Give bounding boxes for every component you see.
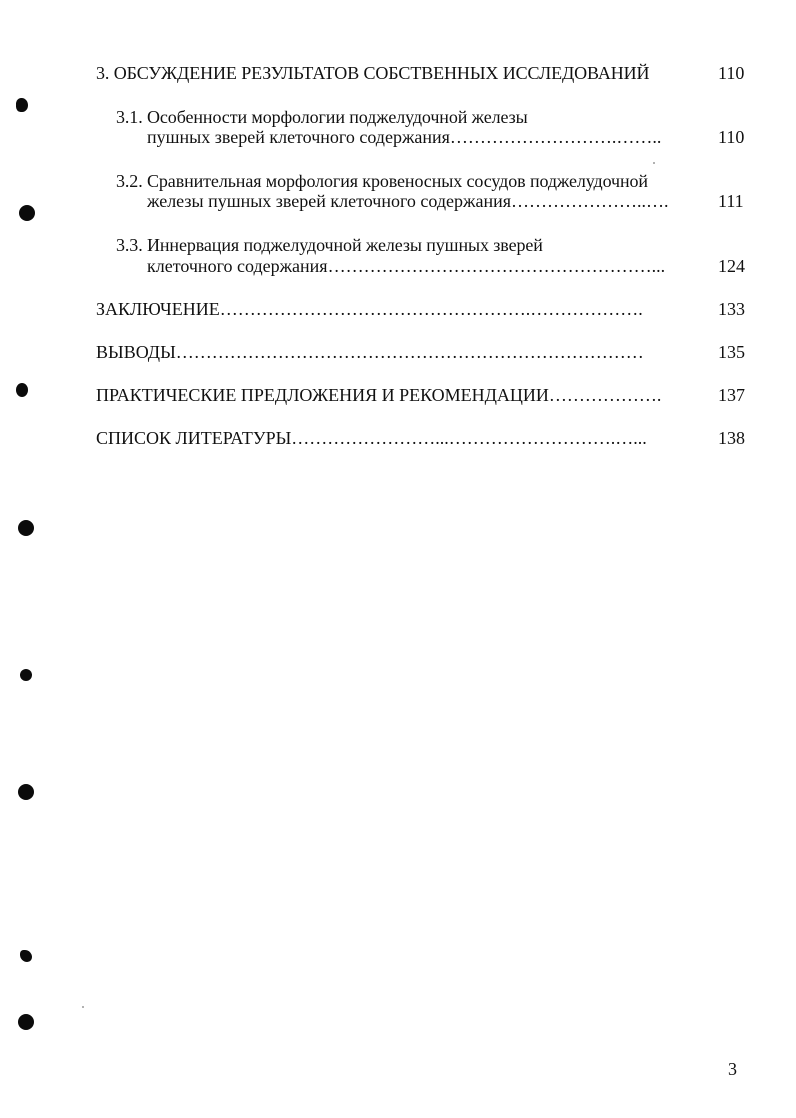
page-number: 3	[728, 1059, 737, 1079]
toc-entry-3-1-page: 110	[718, 127, 745, 147]
punch-hole	[18, 1014, 34, 1030]
toc-entry-references[interactable]: СПИСОК ЛИТЕРАТУРЫ……………………...……………………….…...	[96, 428, 647, 448]
punch-hole	[20, 950, 32, 962]
toc-entry-3-2-page: 111	[718, 191, 744, 211]
toc-entry-findings-page: 135	[718, 342, 745, 362]
scan-speck	[653, 162, 655, 164]
toc-entry-3-2-line1[interactable]: 3.2. Сравнительная морфология кровеносных сосудов поджелудочной	[116, 171, 648, 191]
punch-hole	[18, 520, 34, 536]
toc-entry-findings[interactable]: ВЫВОДЫ……………………………………………………………………	[96, 342, 644, 362]
punch-hole	[18, 784, 34, 800]
toc-entry-3-1-line2[interactable]: пушных зверей клеточного содержания……………………….……..	[147, 127, 662, 147]
punch-hole	[19, 205, 35, 221]
toc-entry-references-page: 138	[718, 428, 745, 448]
toc-entry-recommendations[interactable]: ПРАКТИЧЕСКИЕ ПРЕДЛОЖЕНИЯ И РЕКОМЕНДАЦИИ……………….	[96, 385, 662, 405]
punch-hole	[16, 98, 28, 112]
punch-hole	[16, 383, 28, 397]
toc-entry-section-3-page: 110	[718, 63, 745, 83]
toc-entry-recommendations-page: 137	[718, 385, 745, 405]
toc-entry-3-3-page: 124	[718, 256, 745, 276]
toc-entry-3-3-line2[interactable]: клеточного содержания………………………………………………...	[147, 256, 666, 276]
toc-entry-section-3-title[interactable]: 3. ОБСУЖДЕНИЕ РЕЗУЛЬТАТОВ СОБСТВЕННЫХ ИССЛЕДОВАНИЙ	[96, 63, 650, 83]
punch-hole	[20, 669, 32, 681]
toc-entry-3-2-line2[interactable]: железы пушных зверей клеточного содержания…………………..….	[147, 191, 669, 211]
toc-entry-3-1-line1[interactable]: 3.1. Особенности морфологии поджелудочной железы	[116, 107, 528, 127]
toc-entry-conclusion-page: 133	[718, 299, 745, 319]
toc-entry-conclusion[interactable]: ЗАКЛЮЧЕНИЕ…………………………………………….……………….	[96, 299, 643, 319]
toc-entry-3-3-line1[interactable]: 3.3. Иннервация поджелудочной железы пушных зверей	[116, 235, 543, 255]
scan-speck	[82, 1006, 84, 1008]
